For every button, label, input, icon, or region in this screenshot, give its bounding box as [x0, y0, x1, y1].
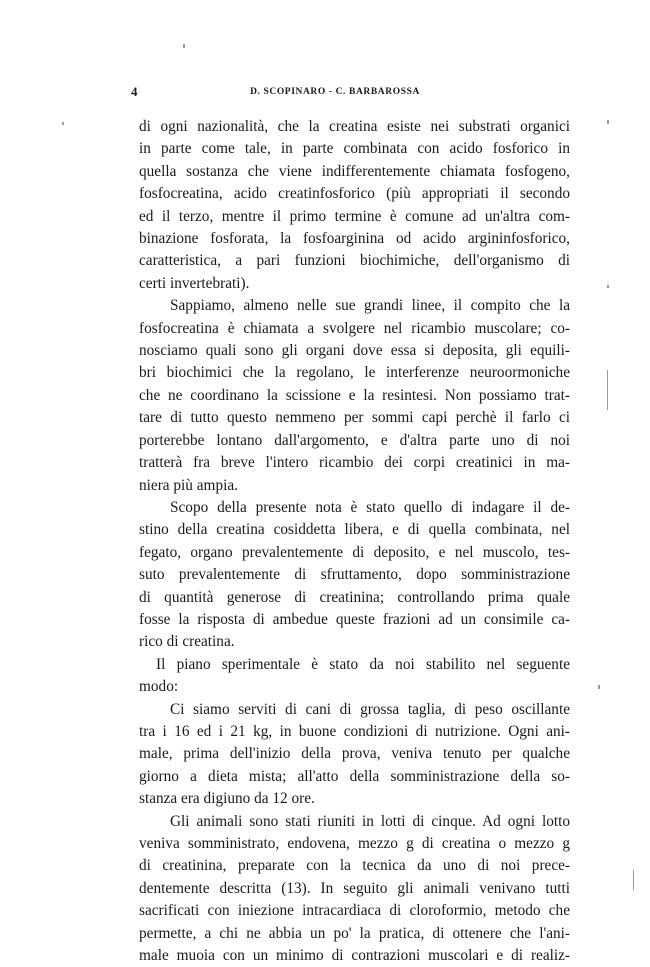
- paragraph: [139, 295, 570, 497]
- text-line: tare di tutto questo nemmeno per sommi capi perchè il farlo ci: [139, 409, 570, 427]
- scan-speck: [607, 120, 609, 124]
- text-line: permette, a chi ne abbia un po' la pratica, di ottenere che l'ani-: [139, 924, 570, 942]
- paragraph: [139, 116, 570, 295]
- text-line: fegato, organo prevalentemente di deposito, e nel muscolo, tes-: [139, 543, 570, 561]
- text-line: certi invertebrati).: [139, 274, 250, 292]
- text-line: che ne coordinano la scissione e la resintesi. Non possiamo trat-: [139, 386, 570, 404]
- text-block: [139, 116, 570, 967]
- scan-speck: [183, 44, 185, 48]
- text-line: male muoia con un minimo di contrazioni muscolari e di realiz-: [139, 947, 570, 965]
- text-line: in parte come tale, in parte combinata con acido fosforico in: [139, 140, 570, 158]
- text-line: Scopo della presente nota è stato quello di indagare il de-: [170, 498, 570, 516]
- text-line: dentemente descritta (13). In seguito gli animali venivano tutti: [139, 879, 570, 897]
- text-line: di ogni nazionalità, che la creatina esiste nei substrati organici: [139, 118, 570, 135]
- text-line: di quantità generose di creatinina; controllando prima quale: [139, 588, 570, 606]
- scan-speck: [598, 685, 600, 689]
- text-line: Ci siamo serviti di cani di grossa taglia, di peso oscillante: [170, 700, 570, 718]
- paragraph: [139, 699, 570, 811]
- text-line: binazione fosforata, la fosfoarginina od acido argininfosforico,: [139, 230, 570, 248]
- text-line: niera più ampia.: [139, 476, 238, 494]
- text-line: tra i 16 ed i 21 kg, in buone condizioni di nutrizione. Ogni ani-: [139, 722, 570, 740]
- text-line: rico di creatina.: [139, 633, 235, 651]
- scan-speck: [62, 122, 64, 125]
- text-line: Il piano sperimentale è stato da noi stabilito nel seguente: [156, 655, 570, 673]
- text-line: stino della creatina cosiddetta libera, e di quella combinata, nel: [139, 521, 570, 539]
- scan-speck: [607, 370, 608, 410]
- text-line: veniva somministrato, endovena, mezzo g di creatina o mezzo g: [139, 835, 570, 852]
- text-line: nosciamo quali sono gli organi dove essa si deposita, gli equili-: [139, 342, 570, 360]
- text-line: quella sostanza che viene indifferentemente chiamata fosfogeno,: [139, 162, 570, 180]
- text-line: male, prima dell'inizio della prova, veniva tenuto per qualche: [139, 745, 570, 763]
- text-line: di creatinina, preparate con la tecnica da uno di noi prece-: [139, 857, 570, 875]
- text-line: bri biochimici che la regolano, le interferenze neuroormoniche: [139, 364, 570, 382]
- paragraph: [139, 811, 570, 967]
- text-line: tratterà fra breve l'intero ricambio dei corpi creatinici in ma-: [139, 454, 570, 472]
- page-number: 4: [131, 84, 138, 99]
- text-line: Gli animali sono stati riuniti in lotti di cinque. Ad ogni lotto: [170, 812, 570, 830]
- text-line: ed il terzo, mentre il primo termine è comune ad un'altra com-: [139, 207, 570, 225]
- paragraph: [139, 654, 570, 699]
- text-line: Sappiamo, almeno nelle sue grandi linee, il compito che la: [170, 297, 570, 315]
- text-line: stanza era digiuno da 12 ore.: [139, 790, 315, 808]
- text-line: sacrificati con iniezione intracardiaca di cloroformio, metodo che: [139, 902, 570, 920]
- text-line: fosse la risposta di ambedue queste frazioni ad un consimile ca-: [139, 610, 570, 628]
- text-line: suto prevalentemente di sfruttamento, dopo somministrazione: [139, 566, 570, 584]
- scan-speck: [607, 285, 609, 288]
- text-line: modo:: [139, 678, 179, 696]
- text-line: caratteristica, a pari funzioni biochimiche, dell'organismo di: [139, 252, 570, 270]
- text-line: fosfocreatina è chiamata a svolgere nel ricambio muscolare; co-: [139, 319, 570, 337]
- scan-speck: [633, 870, 634, 890]
- text-line: giorno a dieta mista; all'atto della somministrazione della so-: [139, 767, 570, 785]
- paragraph: [139, 497, 570, 654]
- text-line: fosfocreatina, acido creatinfosforico (più appropriati il secondo: [139, 185, 570, 203]
- text-line: porterebbe lontano dall'argomento, e d'altra parte uno di noi: [139, 431, 570, 449]
- running-head: D. SCOPINARO - C. BARBAROSSA: [250, 87, 420, 97]
